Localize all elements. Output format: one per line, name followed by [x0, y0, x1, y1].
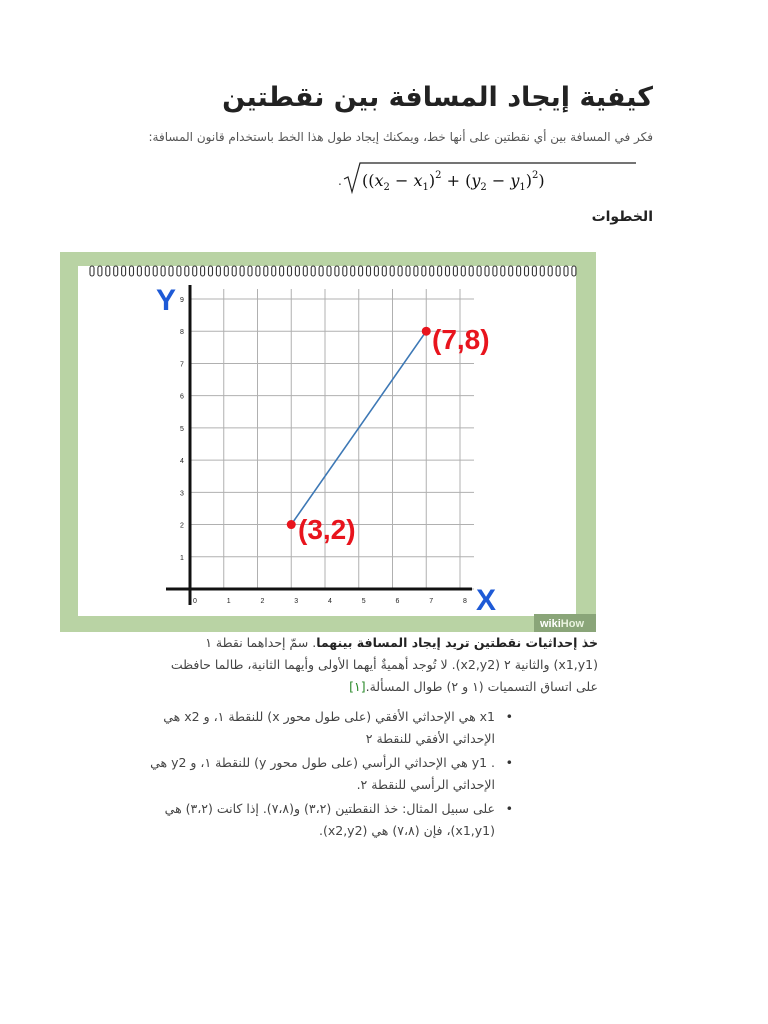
y-tick-label: 8 [180, 329, 184, 337]
distance-formula [338, 160, 638, 196]
y-tick-label: 4 [180, 458, 184, 466]
step-1-bullets [133, 706, 513, 844]
svg-text:.: . [338, 174, 342, 188]
x-tick-label: 0 [193, 598, 197, 605]
y-tick-label: 1 [180, 554, 184, 562]
x-tick-label: 5 [361, 598, 366, 605]
intro-text: فكر في المسافة بين أي نقطتين على أنها خط، ويمكنك إيجاد طول هذا الخط باستخدام قانون المسافة: [148, 130, 653, 144]
coordinate-graph-image [60, 252, 596, 632]
step-1-paragraph [158, 632, 598, 698]
point-b-label: (7,8) [432, 324, 490, 355]
x-tick-label: 3 [294, 598, 299, 605]
x-tick-label: 6 [395, 598, 400, 605]
list-item: • x1 هي الإحداثي الأفقي (على طول محور x) للنقطة ١، و x2 هي الإحداثي الأفقي للنقطة ٢ [133, 706, 513, 750]
data-point [422, 327, 431, 336]
x-tick-label: 7 [429, 598, 434, 605]
y-tick-label: 7 [180, 361, 184, 369]
y-tick-label: 2 [180, 522, 184, 530]
point-a-label: (3,2) [298, 514, 356, 545]
list-item: • على سبيل المثال: خذ النقطتين (٣،٢) و(٧،٨). إذا كانت (٣،٢) هي (x1,y1)، فإن (٧،٨) هي (x2,y2). [133, 798, 513, 842]
x-tick-label: 1 [226, 598, 231, 605]
svg-text:((x2 − x1)2 + (y2 − y1)2): $((x_2 - x_1)^2 + (y_2 - y_1)^2)$ [362, 170, 545, 193]
y-tick-label: 6 [180, 393, 184, 401]
x-axis-letter: X [476, 584, 497, 617]
reference-link[interactable]: [١] [349, 679, 366, 694]
x-tick-label: 4 [328, 598, 332, 605]
step-1-bold-text: خذ إحداثيات نقطتين تريد إيجاد المسافة بينهما [316, 635, 598, 650]
steps-heading: الخطوات [591, 209, 653, 225]
svg-text:wikiHow [539, 618, 584, 630]
notebook-paper [78, 266, 576, 616]
step-1-text: . سمّ إحداهما نقطة ١ (x1,y1) والثانية ٢ (x2,y2). لا تُوجد أهميةٌ أيهما الأولى وأيهما الثانية، طالما حافظت على اتساق التسميات (١ و ٢) طوال المسألة. [170, 635, 598, 694]
x-tick-label: 8 [463, 598, 467, 605]
y-tick-label: 3 [180, 490, 184, 498]
watermark-wiki: wiki [540, 618, 561, 630]
data-point [287, 520, 296, 529]
watermark-how: How [560, 618, 585, 630]
y-axis-letter: Y [156, 284, 177, 317]
article-title: كيفية إيجاد المسافة بين نقطتين [222, 82, 653, 113]
y-tick-label: 9 [180, 297, 184, 304]
y-tick-label: 5 [180, 425, 184, 433]
list-item: • . y1 هي الإحداثي الرأسي (على طول محور y) للنقطة ١، و y2 هي الإحداثي الرأسي للنقطة ٢. [133, 752, 513, 796]
x-tick-label: 2 [260, 598, 265, 605]
